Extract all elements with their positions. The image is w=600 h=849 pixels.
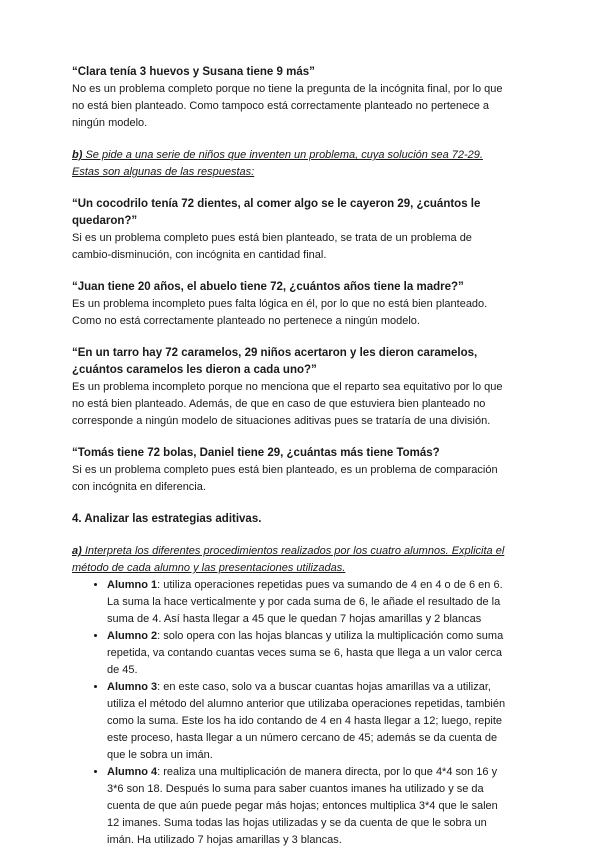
- task-b-heading: [72, 147, 512, 181]
- alumnos-list: [72, 577, 512, 849]
- alumno-name: Alumno 1: [107, 579, 158, 591]
- problem-clara: [72, 64, 512, 132]
- problem-juan: [72, 279, 512, 330]
- problem-analysis: Es un problema incompleto porque no menciona que el reparto sea equitativo por lo que no está bien planteado. Además, de que en caso de que estuviera bien planteado no corresponde a ningún modelo de situaciones aditivas pues se trataría de una división.: [72, 381, 503, 427]
- alumno-description: : solo opera con las hojas blancas y utiliza la multiplicación como suma repetida, va contando cuantas veces suma se 6, hasta que llega a un valor cerca de 45.: [107, 630, 504, 676]
- alumno-description: : en este caso, solo va a buscar cuantas hojas amarillas va a utilizar, utiliza el método del alumno anterior que utilizaba operaciones repetidas, también como la suma. Este los ha ido contando de 4 en 4 hasta llegar a 12; luego, repite este proceso, hasta llegar a un número cercano de 45; además se da cuenta de que le sobra un imán.: [107, 681, 506, 761]
- problem-tarro: [72, 345, 512, 430]
- problem-statement: “Juan tiene 20 años, el abuelo tiene 72, ¿cuántos años tiene la madre?”: [72, 281, 464, 293]
- list-item: [107, 577, 512, 628]
- section-heading: 4. Analizar las estrategias aditivas.: [72, 513, 262, 525]
- problem-analysis: Si es un problema completo pues está bien planteado, es un problema de comparación con incógnita en diferencia.: [72, 464, 498, 493]
- list-item: [107, 628, 512, 679]
- task-a-label: a): [72, 545, 82, 557]
- problem-analysis: No es un problema completo porque no tiene la pregunta de la incógnita final, por lo que no está bien planteado. Como tampoco está correctamente planteado no pertenece a ningún modelo.: [72, 83, 503, 129]
- task-a-text: Interpreta los diferentes procedimientos realizados por los cuatro alumnos. Explicita el método de cada alumno y las presentaciones utilizadas.: [72, 545, 505, 574]
- list-item: [107, 764, 512, 849]
- alumno-name: Alumno 2: [107, 630, 158, 642]
- alumno-description: : utiliza operaciones repetidas pues va sumando de 4 en 4 o de 6 en 6. La suma la hace verticalmente y por cada suma de 6, le añade el resultado de la suma de 4. Así hasta llegar a 45 que le quedan 7 hojas amarillas y 2 blancas: [107, 579, 503, 625]
- problem-analysis: Es un problema incompleto pues falta lógica en él, por lo que no está bien planteado. Como no está correctamente planteado no pertenece a ningún modelo.: [72, 298, 488, 327]
- problem-analysis: Si es un problema completo pues está bien planteado, se trata de un problema de cambio-disminución, con incógnita en cantidad final.: [72, 232, 472, 261]
- problem-statement: “Clara tenía 3 huevos y Susana tiene 9 más”: [72, 66, 315, 78]
- problem-statement: “Un cocodrilo tenía 72 dientes, al comer algo se le cayeron 29, ¿cuántos le quedaron?”: [72, 198, 481, 227]
- task-a-heading: [72, 543, 512, 577]
- alumno-description: : realiza una multiplicación de manera directa, por lo que 4*4 son 16 y 3*6 son 18. Después lo suma para saber cuantos imanes ha utilizado y se da cuenta de que aún puede pegar más hojas; entonces multiplica 3*4 que le salen 12 imanes. Suma todas las hojas utilizadas y se da cuenta de que le sobra un imán. Ha utilizado 7 hojas amarillas y 3 blancas.: [107, 766, 498, 846]
- alumno-name: Alumno 4: [107, 766, 158, 778]
- task-b-label: b): [72, 149, 83, 161]
- task-b-text: Se pide a una serie de niños que inventen un problema, cuya solución sea 72-29. Estas son algunas de las respuestas:: [72, 149, 483, 178]
- alumno-name: Alumno 3: [107, 681, 158, 693]
- problem-statement: “En un tarro hay 72 caramelos, 29 niños acertaron y les dieron caramelos, ¿cuántos caramelos les dieron a cada uno?”: [72, 347, 478, 376]
- problem-cocodrilo: [72, 196, 512, 264]
- list-item: [107, 679, 512, 764]
- problem-statement: “Tomás tiene 72 bolas, Daniel tiene 29, ¿cuántas más tiene Tomás?: [72, 447, 440, 459]
- problem-tomas: [72, 445, 512, 496]
